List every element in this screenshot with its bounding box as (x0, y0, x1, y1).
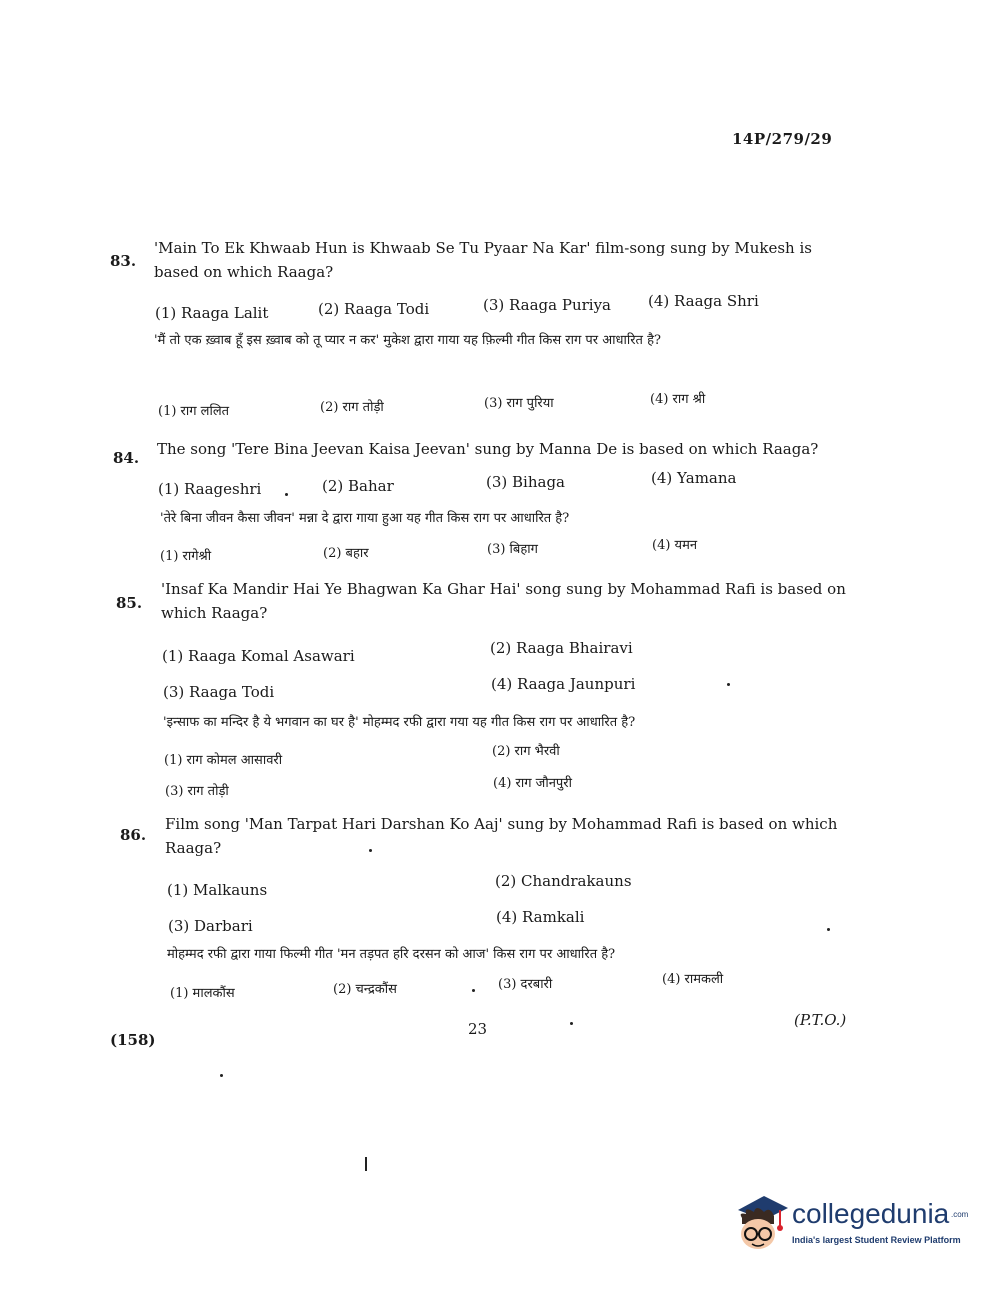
hindi-option: (1) राग कोमल आसावरी (164, 753, 283, 768)
hindi-option: (4) राग श्री (650, 392, 706, 407)
option: (1) Raaga Lalit (155, 304, 269, 322)
option: (3) Darbari (168, 917, 253, 935)
hindi-option: (1) रागेश्री (160, 549, 212, 564)
hindi-option: (2) बहार (323, 546, 369, 561)
question-number: 86. (120, 826, 147, 844)
question-number: 85. (116, 594, 143, 612)
option: (2) Chandrakauns (495, 872, 632, 890)
option: (1) Malkauns (167, 881, 268, 899)
hindi-question-text: मोहम्मद रफी द्वारा गाया फिल्मी गीत 'मन तड़पत हरि दरसन को आज' किस राग पर आधारित है? (167, 947, 616, 962)
option: (4) Ramkali (496, 908, 585, 926)
question-text: 'Insaf Ka Mandir Hai Ye Bhagwan Ka Ghar Hai' song sung by Mohammad Rafi is based on which Raaga? (161, 580, 846, 622)
option: (3) Bihaga (486, 473, 565, 491)
scan-mark (365, 1157, 367, 1171)
option: (1) Raaga Komal Asawari (162, 647, 355, 665)
hindi-question-text: 'इन्साफ का मन्दिर है ये भगवान का घर है' मोहम्मद रफी द्वारा गया यह गीत किस राग पर आधारित है? (163, 715, 636, 730)
option: (4) Yamana (651, 469, 737, 487)
paper-code: 14P/279/29 (732, 130, 833, 148)
set-code: (158) (110, 1031, 156, 1049)
scan-speck (827, 928, 830, 931)
hindi-option: (2) राग तोड़ी (320, 400, 384, 415)
collegedunia-logo[interactable] (730, 1190, 970, 1265)
option: (1) Raageshri (158, 480, 262, 498)
hindi-option: (3) बिहाग (487, 542, 538, 557)
hindi-option: (1) राग ललित (158, 404, 230, 419)
hindi-option: (1) मालकौंस (170, 986, 235, 1001)
option: (3) Raaga Puriya (483, 296, 611, 314)
option: (4) Raaga Shri (648, 292, 759, 310)
option: (2) Bahar (322, 477, 394, 495)
logo-wordmark: collegedunia (792, 1198, 950, 1229)
question-text: The song 'Tere Bina Jeevan Kaisa Jeevan' sung by Manna De is based on which Raaga? (157, 440, 819, 458)
student-mascot-icon (730, 1190, 790, 1260)
option: (4) Raaga Jaunpuri (491, 675, 636, 693)
hindi-option: (4) यमन (652, 538, 698, 553)
question-text: Film song 'Man Tarpat Hari Darshan Ko Aaj' sung by Mohammad Rafi is based on which Raaga? (165, 815, 838, 857)
hindi-option: (4) राग जौनपुरी (493, 776, 572, 791)
pto-marker: (P.T.O.) (794, 1011, 847, 1029)
logo-domain: .com (951, 1210, 969, 1219)
hindi-option: (2) राग भैरवी (492, 744, 560, 759)
hindi-option: (4) रामकली (662, 972, 724, 987)
hindi-option: (3) राग तोड़ी (165, 784, 229, 799)
option: (2) Raaga Todi (318, 300, 430, 318)
hindi-question-text: 'तेरे बिना जीवन कैसा जीवन' मन्ना दे द्वारा गाया हुआ यह गीत किस राग पर आधारित है? (160, 511, 570, 526)
scan-speck (285, 493, 288, 496)
option: (2) Raaga Bhairavi (490, 639, 633, 657)
question-number: 84. (113, 449, 140, 467)
question-text: 'Main To Ek Khwaab Hun is Khwaab Se Tu Pyaar Na Kar' film-song sung by Mukesh is based on which Raaga? (154, 239, 812, 281)
scan-speck (570, 1022, 573, 1025)
logo-tagline: India's largest Student Review Platform (792, 1235, 961, 1245)
page-number: 23 (468, 1020, 488, 1038)
scan-speck (369, 849, 372, 852)
question-number: 83. (110, 252, 137, 270)
scan-speck (472, 989, 475, 992)
scan-speck (727, 683, 730, 686)
hindi-option: (2) चन्द्रकौंस (333, 982, 397, 997)
hindi-question-text: 'मैं तो एक ख़्वाब हूँ इस ख़्वाब को तू प्यार न कर' मुकेश द्वारा गाया यह फ़िल्मी गीत किस राग पर आधारित है? (154, 333, 661, 348)
hindi-option: (3) दरबारी (498, 977, 553, 992)
option: (3) Raaga Todi (163, 683, 275, 701)
hindi-option: (3) राग पुरिया (484, 396, 554, 411)
scan-speck (220, 1074, 223, 1077)
